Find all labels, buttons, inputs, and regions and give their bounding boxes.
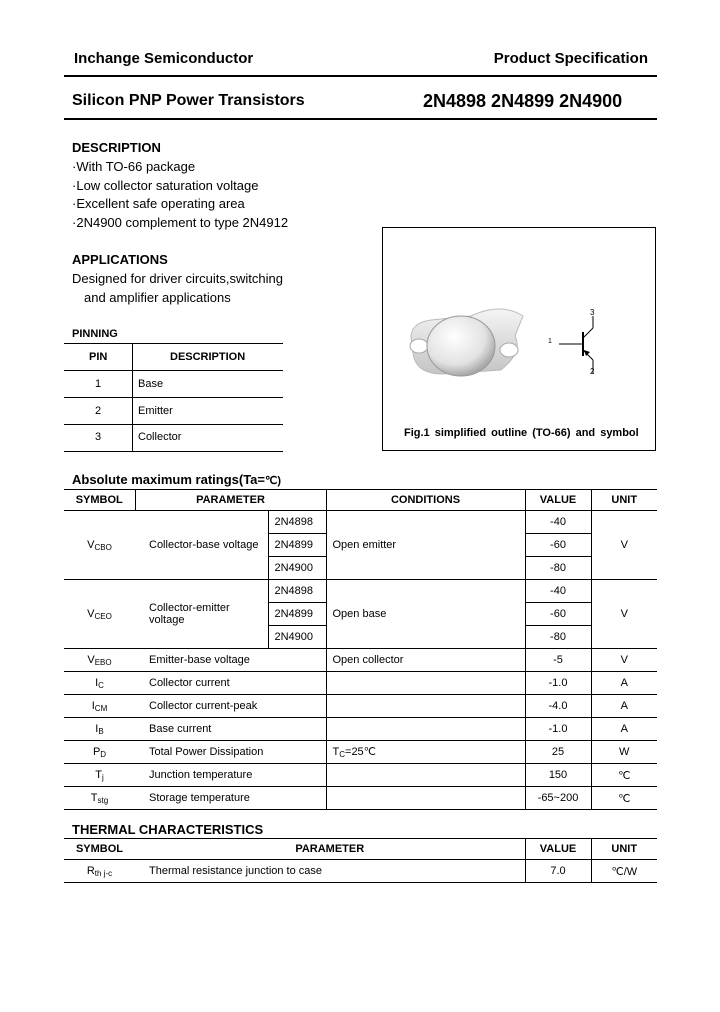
collector-pin-label: 3 <box>590 308 595 317</box>
symbol-header: SYMBOL <box>64 489 135 511</box>
pin-number: 1 <box>95 378 102 390</box>
header-rule <box>64 75 657 77</box>
table-header-row <box>64 489 657 511</box>
table-row <box>64 718 657 741</box>
value-cell: -80 <box>525 557 591 580</box>
value-cell: 7.0 <box>525 860 591 883</box>
unit-cell: V <box>591 580 657 649</box>
pin-description: Emitter <box>138 405 173 417</box>
part-cell: 2N4898 <box>268 580 326 603</box>
applications-line-1: Designed for driver circuits,switching <box>72 271 283 286</box>
part-cell: 2N4899 <box>268 603 326 626</box>
unit-cell: ℃ <box>591 787 657 810</box>
description-item: ·Low collector saturation voltage <box>72 177 259 193</box>
unit-cell: A <box>591 695 657 718</box>
thermal-heading: THERMAL CHARACTERISTICS <box>72 822 264 837</box>
pinning-rule <box>64 370 283 371</box>
symbol-cell: $I_B$ <box>64 718 135 741</box>
document-type: Product Specification <box>493 50 648 67</box>
title-rule <box>64 118 657 120</box>
conditions-cell <box>326 718 525 741</box>
applications-line-2: and amplifier applications <box>84 290 231 305</box>
table-row <box>64 580 657 603</box>
value-cell: -65~200 <box>525 787 591 810</box>
unit-header: UNIT <box>591 489 657 511</box>
parameter-cell: Emitter-base voltage <box>135 649 326 672</box>
conditions-header: CONDITIONS <box>326 489 525 511</box>
figure-caption: Fig.1 simplified outline (TO-66) and symbol <box>404 427 639 439</box>
product-line: Silicon PNP Power Transistors <box>72 92 305 109</box>
value-cell: -40 <box>525 580 591 603</box>
value-cell: -40 <box>525 511 591 534</box>
unit-header: UNIT <box>591 838 657 860</box>
to66-package-illustration <box>383 228 655 450</box>
pinning-rule <box>64 397 283 398</box>
symbol-cell: $I_C$ <box>64 672 135 695</box>
parameter-cell: Collector current <box>135 672 326 695</box>
pin-number: 3 <box>95 431 102 443</box>
parameter-cell: Collector-emitter voltage <box>135 580 268 649</box>
table-row <box>64 741 657 764</box>
unit-cell: ℃/W <box>591 860 657 883</box>
figure-box <box>382 227 656 451</box>
pinning-rule <box>64 451 283 452</box>
value-header: VALUE <box>525 489 591 511</box>
conditions-cell: Open emitter <box>326 511 525 580</box>
conditions-cell: $T_C=25℃$ <box>326 741 525 764</box>
parameter-cell: Collector current-peak <box>135 695 326 718</box>
description-list <box>72 158 288 232</box>
table-row <box>64 860 657 883</box>
table-row <box>64 649 657 672</box>
symbol-cell: $V_{EBO}$ <box>64 649 135 672</box>
pin-number: 2 <box>95 405 102 417</box>
symbol-cell: $I_{CM}$ <box>64 695 135 718</box>
parameter-header: PARAMETER <box>135 838 525 860</box>
conditions-cell: Open base <box>326 580 525 649</box>
part-numbers: 2N4898 2N4899 2N4900 <box>423 91 623 111</box>
table-row <box>64 672 657 695</box>
symbol-cell: $P_D$ <box>64 741 135 764</box>
table-row <box>64 764 657 787</box>
pinning-heading: PINNING <box>72 328 118 340</box>
unit-cell: W <box>591 741 657 764</box>
conditions-cell <box>326 764 525 787</box>
symbol-cell: $R_{th j-c}$ <box>64 860 135 883</box>
pinning-description-header: DESCRIPTION <box>170 351 246 363</box>
parameter-cell: Collector-base voltage <box>135 511 268 580</box>
pinning-rule <box>64 424 283 425</box>
value-header: VALUE <box>525 838 591 860</box>
parameter-cell: Thermal resistance junction to case <box>135 860 525 883</box>
part-cell: 2N4898 <box>268 511 326 534</box>
table-row <box>64 695 657 718</box>
applications-heading: APPLICATIONS <box>72 252 168 267</box>
emitter-pin-label: 2 <box>590 367 595 376</box>
base-pin-label: 1 <box>548 338 552 345</box>
conditions-cell <box>326 672 525 695</box>
symbol-cell: $V_{CEO}$ <box>64 580 135 649</box>
conditions-cell <box>326 787 525 810</box>
description-item: ·With TO-66 package <box>72 159 196 174</box>
pinning-pin-header: PIN <box>89 351 108 363</box>
value-cell: -1.0 <box>525 672 591 695</box>
symbol-cell: $T_{stg}$ <box>64 787 135 810</box>
description-item: ·2N4900 complement to type 2N4912 <box>72 214 289 230</box>
unit-cell: V <box>591 511 657 580</box>
value-cell: -5 <box>525 649 591 672</box>
symbol-header: SYMBOL <box>64 838 135 860</box>
table-row <box>64 511 657 534</box>
parameter-cell: Base current <box>135 718 326 741</box>
value-cell: -80 <box>525 626 591 649</box>
part-cell: 2N4900 <box>268 626 326 649</box>
value-cell: -4.0 <box>525 695 591 718</box>
unit-cell: A <box>591 672 657 695</box>
parameter-cell: Junction temperature <box>135 764 326 787</box>
thermal-table <box>64 838 657 883</box>
parameter-header: PARAMETER <box>135 489 326 511</box>
part-cell: 2N4899 <box>268 534 326 557</box>
symbol-cell: $V_{CBO}$ <box>64 511 135 580</box>
parameter-cell: Total Power Dissipation <box>135 741 326 764</box>
ratings-heading: Absolute maximum ratings(Ta=℃) <box>72 472 282 487</box>
value-cell: -60 <box>525 534 591 557</box>
table-header-row <box>64 838 657 860</box>
ratings-table <box>64 489 657 810</box>
table-row <box>64 787 657 810</box>
parameter-cell: Storage temperature <box>135 787 326 810</box>
conditions-cell: Open collector <box>326 649 525 672</box>
value-cell: -1.0 <box>525 718 591 741</box>
value-cell: 25 <box>525 741 591 764</box>
unit-cell: A <box>591 718 657 741</box>
part-cell: 2N4900 <box>268 557 326 580</box>
company-name: Inchange Semiconductor <box>74 50 254 67</box>
symbol-cell: $T_j$ <box>64 764 135 787</box>
description-heading: DESCRIPTION <box>72 140 161 155</box>
value-cell: 150 <box>525 764 591 787</box>
pinning-top-rule <box>64 343 283 344</box>
description-item: ·Excellent safe operating area <box>72 196 245 211</box>
unit-cell: V <box>591 649 657 672</box>
conditions-cell <box>326 695 525 718</box>
pin-description: Base <box>138 378 164 390</box>
value-cell: -60 <box>525 603 591 626</box>
unit-cell: ℃ <box>591 764 657 787</box>
pin-description: Collector <box>138 431 182 443</box>
